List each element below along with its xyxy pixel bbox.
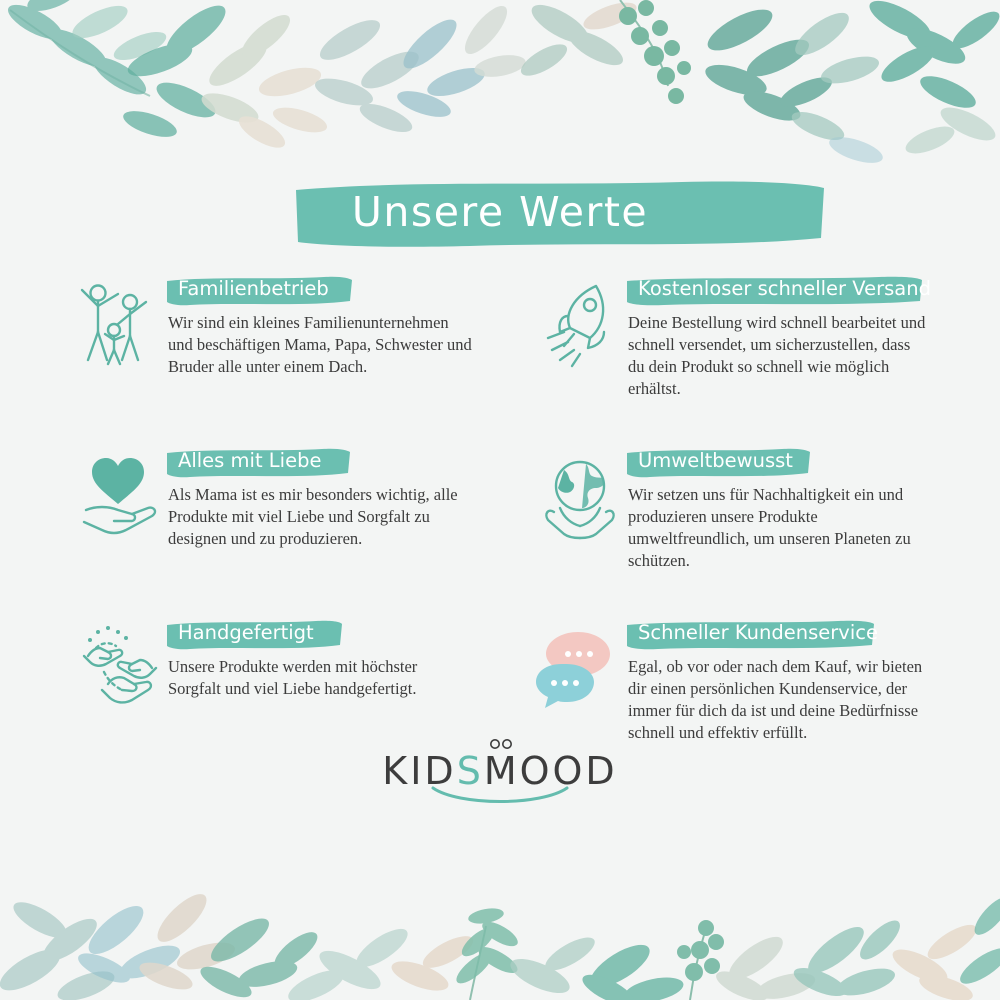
value-text-block <box>628 444 932 572</box>
logo-text-accent: S <box>456 749 484 793</box>
value-text-block <box>168 616 472 700</box>
family-icon <box>72 272 168 376</box>
value-item-umweltbewusst <box>532 444 932 594</box>
value-description: Unsere Produkte werden mit höchster Sorgfalt und viel Liebe handgefertigt. <box>168 657 418 699</box>
value-description: Wir setzen uns für Nachhaltigkeit ein und produzieren unsere Produkte umweltfreundlich, um unseren Planeten zu schützen. <box>628 485 911 571</box>
value-label-chip <box>624 618 896 650</box>
value-label: Handgefertigt <box>178 621 314 644</box>
foliage-bottom-decoration <box>0 790 1000 1000</box>
handmade-hands-icon <box>72 616 168 720</box>
logo-eyes-icon <box>485 736 515 752</box>
value-text-block <box>628 616 932 744</box>
value-label-chip <box>624 274 949 306</box>
value-item-liebe <box>72 444 472 594</box>
value-label: Schneller Kundenservice <box>638 621 878 644</box>
globe-in-hands-icon <box>532 444 628 548</box>
value-description: Deine Bestellung wird schnell bearbeitet und schnell versendet, um sicherzustellen, dass du dein Produkt so schnell wie möglich erhältst. <box>628 313 926 399</box>
value-item-familienbetrieb <box>72 272 472 422</box>
value-description: Egal, ob vor oder nach dem Kauf, wir bieten dir einen persönlichen Kundenservice, der immer für dich da ist und deine Bedürfnisse schnell und effektiv erfüllt. <box>628 657 923 743</box>
foliage-top-decoration <box>0 0 1000 200</box>
logo-text-before: KID <box>382 749 457 793</box>
value-label: Kostenloser schneller Versand <box>638 277 931 300</box>
value-label-chip <box>624 446 811 478</box>
brand-logo <box>0 749 1000 793</box>
page-title-banner <box>0 176 1000 253</box>
logo-smile-icon <box>425 784 575 808</box>
value-label-chip <box>164 446 339 478</box>
rocket-icon <box>532 272 628 376</box>
value-label: Familienbetrieb <box>178 277 329 300</box>
value-text-block <box>168 272 472 378</box>
value-description: Wir sind ein kleines Familienunternehmen und beschäftigen Mama, Papa, Schwester und Bruder alle unter einem Dach. <box>168 313 472 377</box>
values-grid <box>72 272 932 766</box>
chat-bubbles-icon <box>532 616 628 720</box>
heart-in-hand-icon <box>72 444 168 548</box>
value-text-block <box>168 444 472 550</box>
value-item-handgefertigt <box>72 616 472 766</box>
value-item-versand <box>532 272 932 422</box>
logo-text-after: MOOD <box>483 749 618 793</box>
value-description: Als Mama ist es mir besonders wichtig, alle Produkte mit viel Liebe und Sorgfalt zu designen und zu produzieren. <box>168 485 458 549</box>
value-label: Umweltbewusst <box>638 449 793 472</box>
value-label: Alles mit Liebe <box>178 449 322 472</box>
value-label-chip <box>164 618 332 650</box>
page-title: Unsere Werte <box>351 188 649 236</box>
value-text-block <box>628 272 949 400</box>
value-item-kundenservice <box>532 616 932 766</box>
value-label-chip <box>164 274 347 306</box>
